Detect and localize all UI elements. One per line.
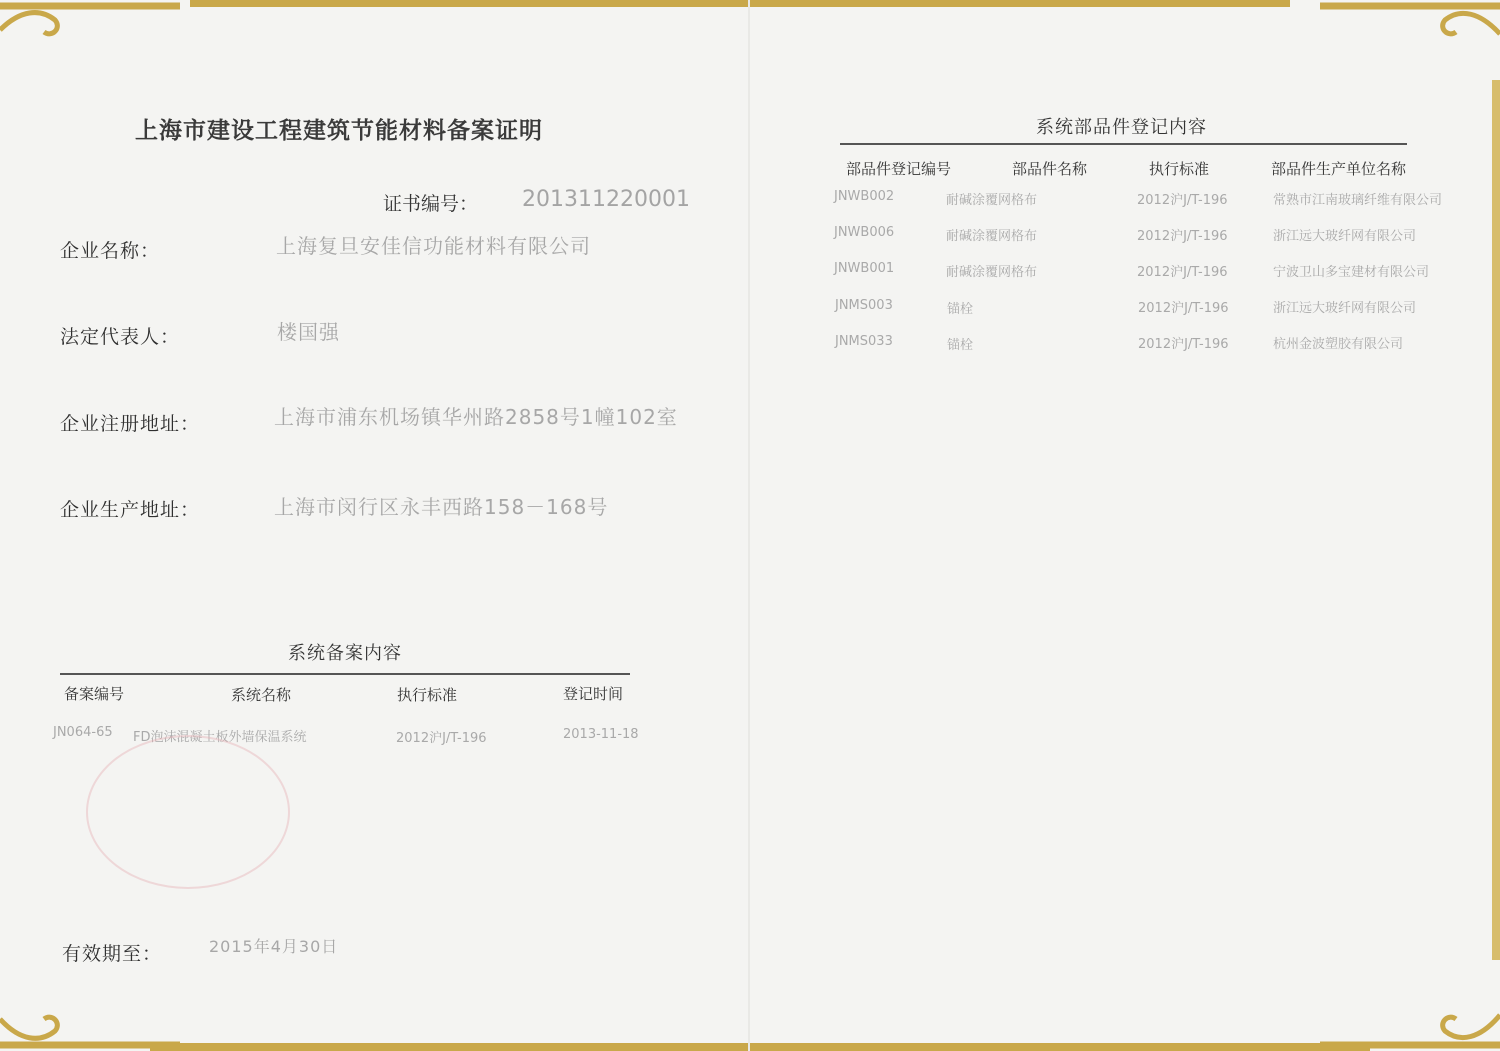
frame-border-bottom	[150, 1043, 1370, 1051]
ornament-corner-icon	[1320, 0, 1500, 60]
certificate-number-label: 证书编号：	[383, 193, 479, 215]
component-number: JNWB002	[834, 189, 895, 204]
component-standard: 2012沪J/T-196	[1137, 229, 1228, 244]
page-fold	[748, 0, 750, 1051]
system-record-title: 系统备案内容	[288, 643, 402, 664]
validity-value: 2015年4月30日	[209, 937, 339, 956]
certificate-number: 201311220001	[522, 187, 690, 212]
component-standard: 2012沪J/T-196	[1138, 301, 1229, 316]
component-record-title: 系统部品件登记内容	[1036, 117, 1207, 138]
system-row-number: JN064-65	[53, 725, 113, 740]
company-name-value: 上海复旦安佳信功能材料有限公司	[276, 234, 591, 258]
component-standard: 2012沪J/T-196	[1137, 193, 1228, 208]
ornament-corner-icon	[0, 991, 180, 1051]
component-header-manufacturer: 部品件生产单位名称	[1271, 160, 1407, 178]
component-number: JNWB006	[834, 225, 895, 240]
component-number: JNMS033	[835, 334, 893, 349]
component-number: JNMS003	[835, 298, 893, 313]
component-manufacturer: 浙江远大玻纤网有限公司	[1273, 301, 1417, 316]
company-name-label: 企业名称：	[60, 240, 161, 262]
system-row-date: 2013-11-18	[563, 727, 639, 742]
official-seal	[86, 735, 290, 889]
component-header-number: 部品件登记编号	[846, 160, 952, 178]
registered-address-label: 企业注册地址：	[60, 413, 201, 435]
component-standard: 2012沪J/T-196	[1138, 337, 1229, 352]
system-header-number: 备案编号	[64, 685, 125, 703]
component-name: 耐碱涂覆网格布	[946, 193, 1038, 208]
component-name: 锚栓	[947, 302, 974, 317]
system-row-standard: 2012沪J/T-196	[396, 731, 487, 746]
component-standard: 2012沪J/T-196	[1137, 265, 1228, 280]
production-address-label: 企业生产地址：	[60, 499, 201, 521]
production-address-value: 上海市闵行区永丰西路158－168号	[274, 495, 609, 519]
component-manufacturer: 杭州金波塑胶有限公司	[1273, 337, 1404, 352]
frame-border-right	[1492, 80, 1500, 960]
system-row-name: FD泡沫混凝土板外墙保温系统	[133, 730, 307, 745]
registered-address-value: 上海市浦东机场镇华州路2858号1幢102室	[274, 405, 678, 429]
component-name: 耐碱涂覆网格布	[946, 229, 1038, 244]
system-header-standard: 执行标准	[397, 686, 458, 704]
legal-rep-label: 法定代表人：	[60, 326, 181, 348]
system-header-date: 登记时间	[563, 685, 624, 703]
component-number: JNWB001	[834, 261, 895, 276]
component-record-divider	[840, 143, 1407, 145]
component-name: 锚栓	[947, 338, 974, 353]
component-header-name: 部品件名称	[1012, 160, 1088, 178]
legal-rep-value: 楼国强	[277, 320, 340, 344]
component-manufacturer: 宁波卫山多宝建材有限公司	[1273, 265, 1430, 280]
component-name: 耐碱涂覆网格布	[946, 265, 1038, 280]
component-manufacturer: 浙江远大玻纤网有限公司	[1273, 229, 1417, 244]
ornament-corner-icon	[1320, 991, 1500, 1051]
system-record-divider	[60, 673, 630, 675]
component-header-standard: 执行标准	[1149, 160, 1210, 178]
frame-border-top	[190, 0, 1290, 7]
ornament-corner-icon	[0, 0, 180, 60]
validity-label: 有效期至：	[62, 943, 163, 965]
document-title: 上海市建设工程建筑节能材料备案证明	[135, 118, 543, 144]
component-manufacturer: 常熟市江南玻璃纤维有限公司	[1273, 193, 1443, 208]
system-header-name: 系统名称	[231, 686, 292, 704]
